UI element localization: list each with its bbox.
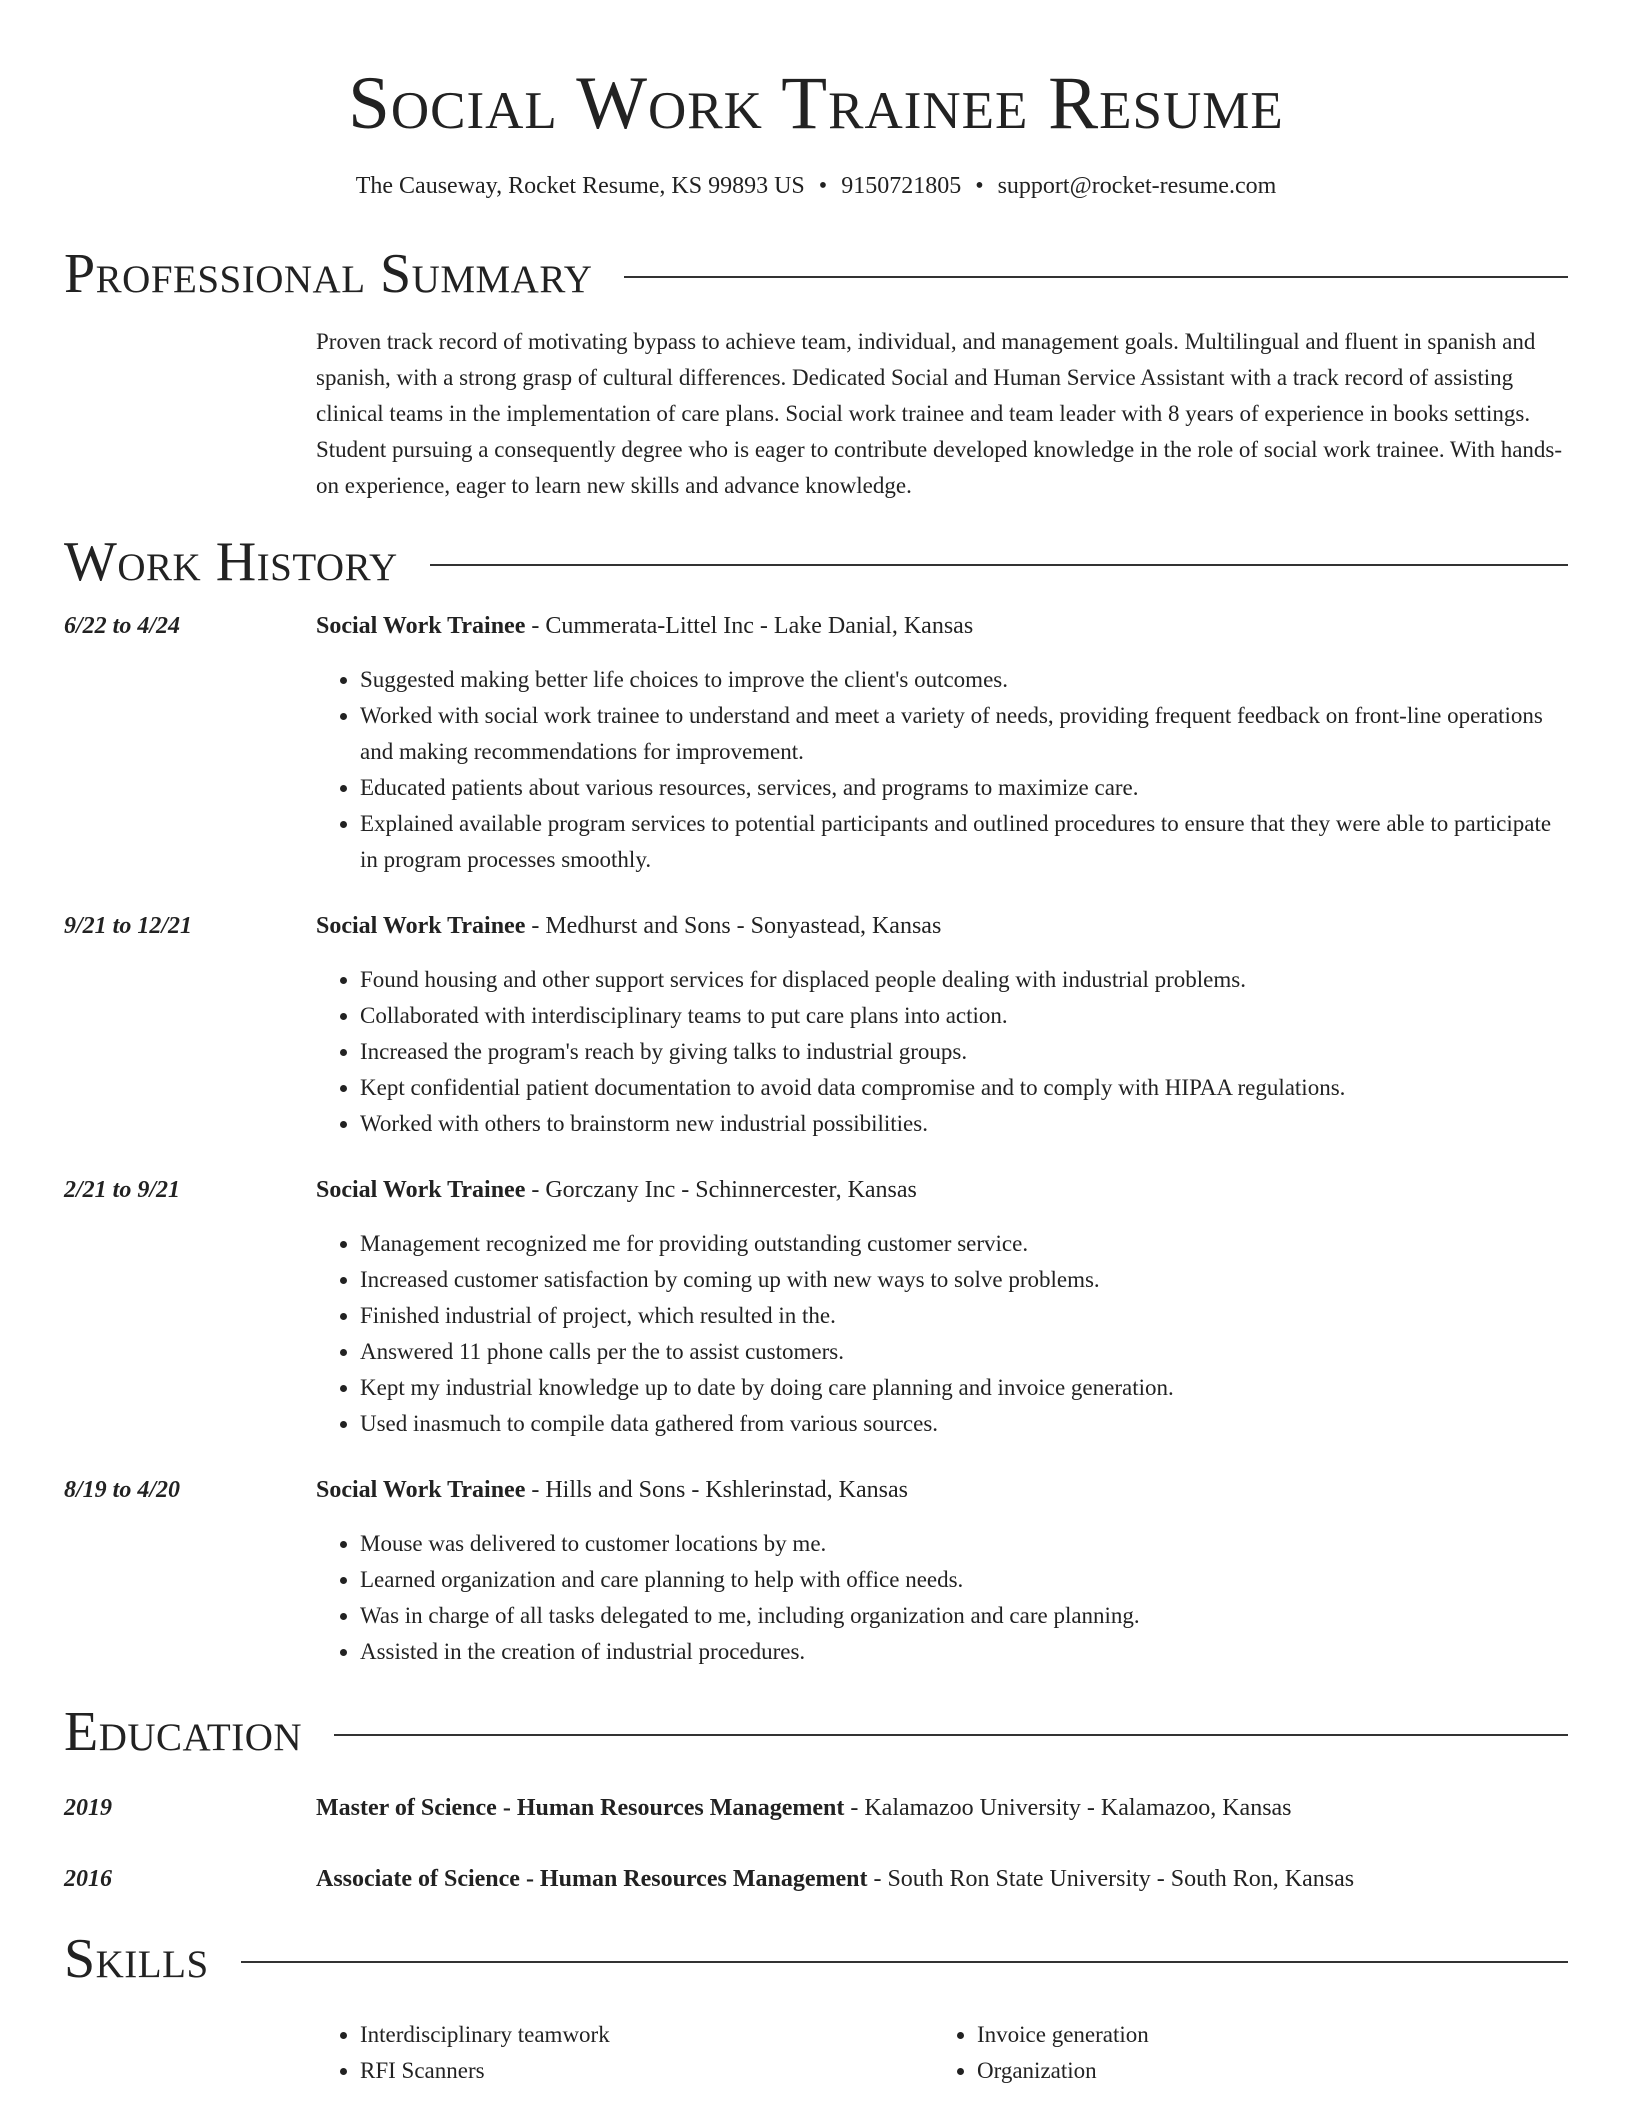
job-bullet: • Educated patients about various resources, services, and programs to maximize care. (360, 770, 1568, 806)
education-entry (64, 1790, 1568, 1826)
contact-address: The Causeway, Rocket Resume, KS 99893 US (355, 173, 805, 199)
job-body (316, 1172, 1568, 1442)
job-bullets (316, 662, 1568, 878)
job-entry (64, 908, 1568, 1142)
work-history-list (64, 608, 1568, 1670)
job-bullet: • Worked with social work trainee to understand and meet a variety of needs, providing frequent feedback on front-line operations and making recommendations for improvement. (360, 698, 1568, 770)
skill-item: • Invoice generation (977, 2017, 1550, 2053)
skill-item: • RFI Scanners (360, 2053, 933, 2089)
job-bullet: • Management recognized me for providing outstanding customer service. (360, 1226, 1568, 1262)
job-company-location: - Cummerata-Littel Inc - Lake Danial, Kansas (525, 613, 974, 639)
education-school-location: - South Ron State University - South Ron, Kansas (867, 1866, 1355, 1892)
job-entry (64, 1472, 1568, 1670)
summary-heading: Professional Summary (64, 243, 593, 305)
job-title-line (316, 1472, 1568, 1508)
education-degree: Associate of Science - Human Resources Management (316, 1866, 868, 1892)
education-body (316, 1790, 1568, 1826)
job-bullet: • Finished industrial of project, which resulted in the. (360, 1298, 1568, 1334)
job-bullet: • Assisted in the creation of industrial procedures. (360, 1634, 1568, 1670)
education-year: 2019 (64, 1795, 112, 1821)
skill-item: • Interdisciplinary teamwork (360, 2017, 933, 2053)
section-divider (241, 1961, 1568, 1963)
job-bullets (316, 1226, 1568, 1442)
job-bullets (316, 1526, 1568, 1670)
contact-separator: • (975, 173, 984, 199)
education-body (316, 1861, 1568, 1897)
education-entry (64, 1861, 1568, 1897)
job-bullet: • Was in charge of all tasks delegated to me, including organization and care planning. (360, 1598, 1568, 1634)
education-heading: Education (64, 1701, 303, 1763)
contact-email: support@rocket-resume.com (997, 173, 1277, 199)
resume-title: Social Work Trainee Resume (348, 62, 1284, 145)
job-title-line (316, 908, 1568, 944)
education-section-header (64, 1700, 1568, 1764)
skills-list-right (933, 2017, 1550, 2089)
job-bullet: • Kept my industrial knowledge up to date by doing care planning and invoice generation. (360, 1370, 1568, 1406)
job-title-line (316, 608, 1568, 644)
skills-section-header (64, 1927, 1568, 1991)
job-bullet: • Explained available program services to potential participants and outlined procedures to ensure that they were able to participate in program processes smoothly. (360, 806, 1568, 878)
job-bullet: • Worked with others to brainstorm new industrial possibilities. (360, 1106, 1568, 1142)
summary-text: Proven track record of motivating bypass to achieve team, individual, and management goals. Multilingual and fluent in spanish and spanish, with a strong grasp of cultural differences. Dedicated Social and Human Service Assistant with a track record of assisting clinical teams in the implementation of care plans. Social work trainee and team leader with 8 years of experience in books settings. Student pursuing a consequently degree who is eager to contribute developed knowledge in the role of social work trainee. With hands-on experience, eager to learn new skills and advance knowledge. (316, 329, 1563, 498)
section-divider (430, 564, 1568, 566)
job-bullets (316, 962, 1568, 1142)
work-section-header (64, 530, 1568, 594)
job-title: Social Work Trainee (316, 913, 526, 939)
skills-list-left (316, 2017, 933, 2089)
job-dates: 2/21 to 9/21 (64, 1177, 181, 1203)
job-company-location: - Medhurst and Sons - Sonyastead, Kansas (525, 913, 942, 939)
job-body (316, 908, 1568, 1142)
summary-section-header (64, 242, 1568, 306)
contact-separator: • (818, 173, 828, 199)
job-bullet: • Mouse was delivered to customer locations by me. (360, 1526, 1568, 1562)
job-bullet: • Collaborated with interdisciplinary teams to put care plans into action. (360, 998, 1568, 1034)
job-bullet: • Suggested making better life choices to improve the client's outcomes. (360, 662, 1568, 698)
skills-columns (316, 2017, 1568, 2089)
job-title: Social Work Trainee (316, 613, 526, 639)
job-bullet: • Increased customer satisfaction by coming up with new ways to solve problems. (360, 1262, 1568, 1298)
job-title: Social Work Trainee (316, 1177, 526, 1203)
job-bullet: • Used inasmuch to compile data gathered from various sources. (360, 1406, 1568, 1442)
job-dates: 9/21 to 12/21 (64, 913, 193, 939)
job-company-location: - Gorczany Inc - Schinnercester, Kansas (525, 1177, 917, 1203)
job-title: Social Work Trainee (316, 1477, 526, 1503)
job-dates: 8/19 to 4/20 (64, 1477, 181, 1503)
section-divider (624, 276, 1568, 278)
work-heading: Work History (64, 531, 398, 593)
job-bullet: • Answered 11 phone calls per the to assist customers. (360, 1334, 1568, 1370)
job-body (316, 1472, 1568, 1670)
job-bullet: • Kept confidential patient documentation to avoid data compromise and to comply with HIPAA regulations. (360, 1070, 1568, 1106)
contact-line (64, 170, 1568, 202)
job-entry (64, 1172, 1568, 1442)
education-degree: Master of Science - Human Resources Management (316, 1795, 845, 1821)
skill-item: • Organization (977, 2053, 1550, 2089)
job-dates: 6/22 to 4/24 (64, 613, 181, 639)
job-body (316, 608, 1568, 878)
contact-phone: 9150721805 (841, 173, 962, 199)
education-list (64, 1790, 1568, 1897)
job-bullet: • Learned organization and care planning to help with office needs. (360, 1562, 1568, 1598)
job-entry (64, 608, 1568, 878)
job-title-line (316, 1172, 1568, 1208)
section-divider (334, 1734, 1568, 1736)
job-bullet: • Increased the program's reach by giving talks to industrial groups. (360, 1034, 1568, 1070)
job-company-location: - Hills and Sons - Kshlerinstad, Kansas (525, 1477, 908, 1503)
job-bullet: • Found housing and other support services for displaced people dealing with industrial problems. (360, 962, 1568, 998)
skills-heading: Skills (64, 1928, 209, 1990)
education-year: 2016 (64, 1866, 112, 1892)
education-school-location: - Kalamazoo University - Kalamazoo, Kansas (844, 1795, 1292, 1821)
